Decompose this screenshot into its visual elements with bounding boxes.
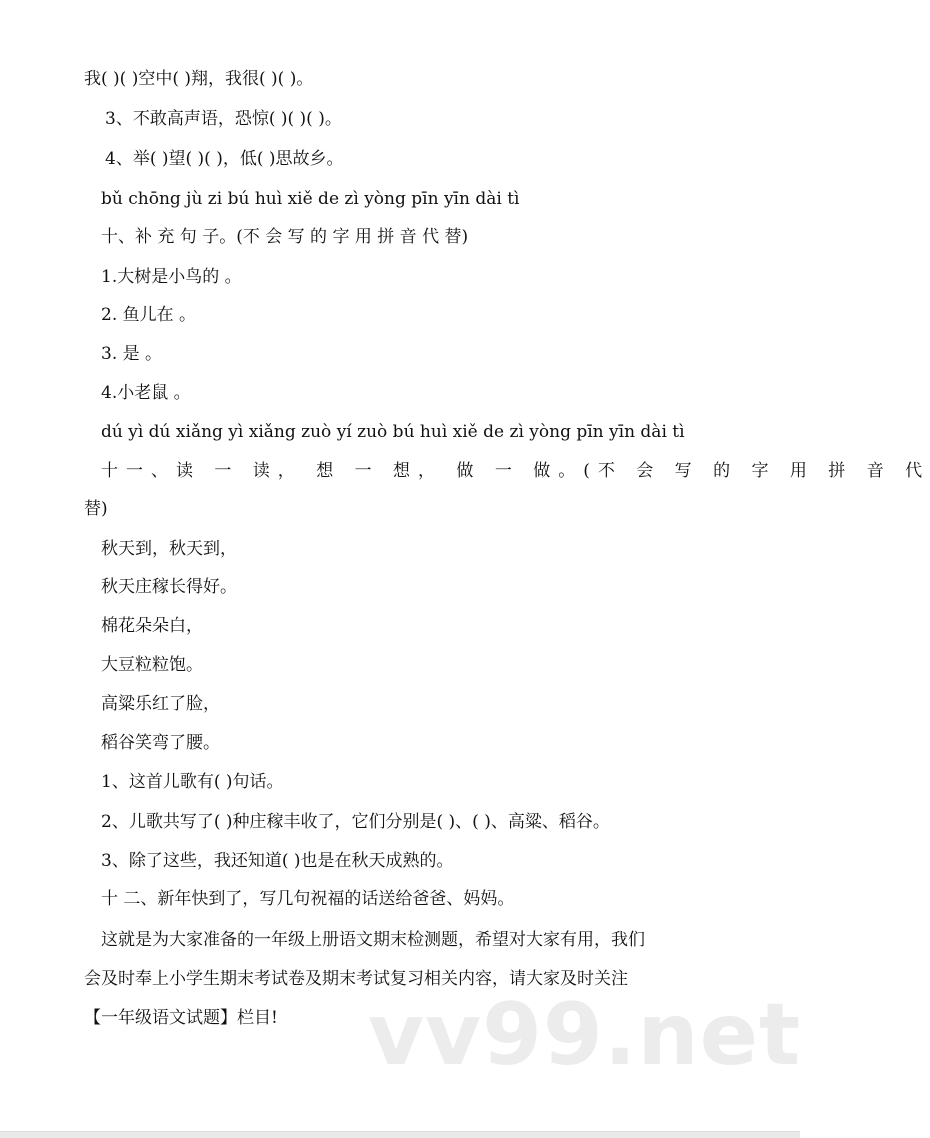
sentence-item-3: 3. 是 。: [101, 344, 163, 364]
poem-question-2: 2、儿歌共写了( )种庄稼丰收了，它们分别是( )、( )、高粱、稻谷。: [101, 812, 610, 832]
question-4-poem-line: 4、举( )望( )( )，低( )思故乡。: [105, 149, 344, 169]
fill-blank-line-1: 我( )( )空中( )翔，我很( )( )。: [84, 69, 314, 89]
site-watermark: vv99.net: [368, 985, 802, 1085]
poem-line-4: 大豆粒粒饱。: [101, 655, 203, 675]
poem-line-1: 秋天到，秋天到，: [101, 539, 237, 559]
closing-paragraph-line-3: 【一年级语文试题】栏目!: [84, 1008, 278, 1028]
closing-paragraph-line-1: 这就是为大家准备的一年级上册语文期末检测题，希望对大家有用，我们: [101, 930, 645, 950]
section-11-heading-continued: 替): [84, 499, 108, 519]
pinyin-line-section-11: dú yì dú xiǎng yì xiǎng zuò yí zuò bú huì xiě de zì yòng pīn yīn dài tì: [101, 422, 685, 442]
section-11-heading: 十一、读 一 读， 想 一 想， 做 一 做。(不 会 写 的 字 用 拼 音 代: [101, 461, 930, 481]
closing-paragraph-line-2: 会及时奉上小学生期末考试卷及期末考试复习相关内容，请大家及时关注: [84, 969, 628, 989]
poem-line-3: 棉花朵朵白，: [101, 616, 203, 636]
page-bottom-edge: [0, 1131, 800, 1138]
sentence-item-4: 4.小老鼠 。: [101, 383, 191, 403]
sentence-item-1: 1.大树是小鸟的 。: [101, 267, 242, 287]
question-3-poem-line: 3、不敢高声语，恐惊( )( )( )。: [105, 109, 342, 129]
poem-line-5: 高粱乐红了脸，: [101, 694, 220, 714]
pinyin-line-section-10: bǔ chōng jù zi bú huì xiě de zì yòng pīn yīn dài tì: [101, 189, 520, 209]
poem-line-2: 秋天庄稼长得好。: [101, 577, 237, 597]
poem-question-1: 1、这首儿歌有( )句话。: [101, 772, 284, 792]
poem-line-6: 稻谷笑弯了腰。: [101, 733, 220, 753]
poem-question-3: 3、除了这些，我还知道( )也是在秋天成熟的。: [101, 851, 454, 871]
section-12-heading: 十 二、新年快到了，写几句祝福的话送给爸爸、妈妈。: [101, 889, 515, 909]
section-10-heading: 十、补 充 句 子。(不 会 写 的 字 用 拼 音 代 替): [101, 227, 469, 247]
sentence-item-2: 2. 鱼儿在 。: [101, 305, 197, 325]
